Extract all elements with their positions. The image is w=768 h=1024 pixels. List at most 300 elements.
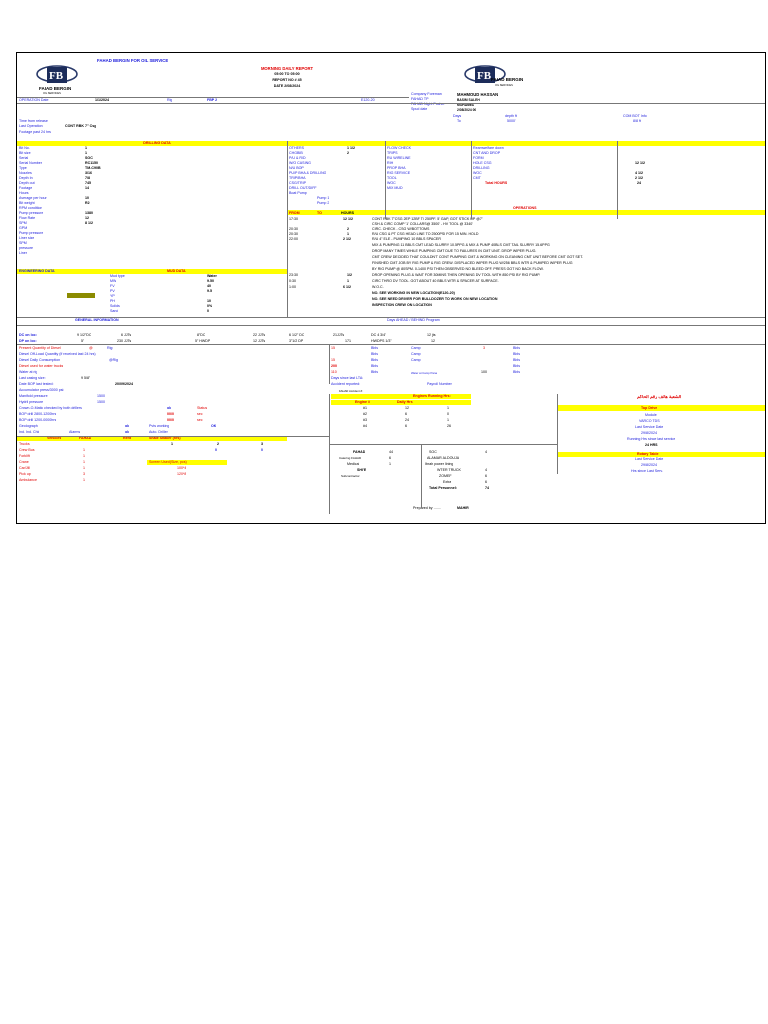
dp4: HWDPS 1/3" bbox=[371, 339, 392, 343]
bit-value: 12 bbox=[85, 216, 89, 220]
fahad-night-label: FAHAD Night Pusher bbox=[411, 102, 445, 106]
right-row-label: PROP BHA bbox=[387, 166, 406, 170]
mid-row-label: DRILL OUT/DIFF bbox=[289, 186, 317, 190]
operations-header: OPERATIONS bbox=[513, 206, 537, 210]
dp-label: DP on loc: bbox=[19, 339, 37, 343]
screen-size: 120*8 bbox=[177, 472, 187, 476]
mud-row-label: Sand bbox=[110, 309, 119, 313]
tank-where: Camp bbox=[411, 358, 421, 362]
fahad-tp-label: FAHAD TP bbox=[411, 97, 429, 101]
depth-value: 5000' bbox=[507, 119, 516, 123]
last-service-date: 29/8/2024 bbox=[641, 431, 657, 435]
accumulator-label: Accumulator press/3000 psi: bbox=[19, 388, 65, 392]
vehicle-fahad: 1 bbox=[83, 448, 85, 452]
ind-label: Ind. Ind. Chk bbox=[19, 430, 40, 434]
vehicle-name: Forklift bbox=[19, 454, 30, 458]
pvt-value: OK bbox=[211, 424, 217, 428]
last-service-label: Last Service Date bbox=[635, 425, 664, 429]
far-row-label: HOLE CSG bbox=[473, 161, 492, 165]
arabic-note: الشعبة هاتف رقم الحاكم bbox=[637, 395, 682, 399]
op-from: 23:30 bbox=[289, 273, 298, 277]
far-row-label: DRILLING bbox=[473, 166, 490, 170]
personnel-key: SHI'E bbox=[357, 468, 367, 472]
fahad-night: MOHAMED bbox=[457, 103, 475, 107]
pvt-label: Pvts working bbox=[149, 424, 170, 428]
op-from: 1:00 bbox=[289, 285, 296, 289]
tank-unit: Bbls bbox=[371, 346, 378, 350]
engine-daily-label: Daily Hrs bbox=[397, 400, 413, 404]
operations-band bbox=[287, 210, 765, 215]
diesel-present-rig: Rig: bbox=[107, 346, 114, 350]
op-hours: 1 bbox=[347, 279, 349, 283]
logo-subtitle-right: FAIAD BERGIN bbox=[491, 78, 524, 82]
bop-drill1-label: BOP drill 2800-1200hrs bbox=[19, 412, 57, 416]
bit-row-label: Serial Number bbox=[19, 161, 42, 165]
total-personnel-label: Total Personnel: bbox=[429, 486, 457, 490]
vehicles-header-fahad: FAHAD bbox=[79, 436, 92, 440]
diesel-water-label: Diesel used for water trucks bbox=[19, 364, 64, 368]
vehicle-name: Pick up bbox=[19, 472, 31, 476]
vehicles-header-shaker: Shale Shaker (hrs) bbox=[149, 436, 181, 440]
bit-row-label: SPM bbox=[19, 241, 27, 245]
company-logo-left bbox=[35, 62, 95, 90]
left-row-label: Footage past 24 hrs bbox=[19, 130, 51, 134]
mud-value: Water bbox=[207, 274, 217, 278]
company-name: FAHAD BERGIN FOR OIL SERVICE bbox=[97, 59, 169, 63]
days-ahead: Days AHEAD / BEHIND Program bbox=[387, 318, 440, 322]
mid-row-label: W/O CASING bbox=[289, 161, 311, 165]
vehicle-fahad: 3 bbox=[83, 472, 85, 476]
right-row-label: RIG SERVICE bbox=[387, 171, 411, 175]
op-text: MIX & PUMPING 11 BBLS CMT LEAD SLURRY 10.5PPG & MIX & PUMP 40BLS CMT TAIL SLURRY 15.6PPG bbox=[372, 243, 550, 247]
vehicle-name: Trucks bbox=[19, 442, 30, 446]
engine-daily: 6 bbox=[405, 412, 407, 416]
running-hrs-value: 24 HRS bbox=[645, 443, 658, 447]
bit-row-label: Flow Rate bbox=[19, 216, 36, 220]
dp1-count: 230 JJTs bbox=[117, 339, 132, 343]
bop-drill1-value: 00/0 bbox=[167, 412, 174, 416]
personnel-key2: Extra bbox=[443, 480, 452, 484]
op-text: DROP MANY TIMES WHILE PUMPING CMT DUE TO FAILURES IN CMT UNIT. DROP WIPER PLUG. bbox=[372, 249, 537, 253]
bit-value: 1 bbox=[85, 151, 87, 155]
personnel-value: 1 bbox=[389, 462, 391, 466]
personnel-value: 6 bbox=[389, 456, 391, 460]
mid-row-label: Pump 1 bbox=[317, 196, 330, 200]
dc2: 8"DC bbox=[197, 333, 206, 337]
personnel-key2: ZOMEF bbox=[439, 474, 452, 478]
tank-where: Water at Camp Pana bbox=[411, 371, 438, 375]
tank-unit2: Bbls bbox=[513, 346, 520, 350]
bit-row-label: Liner size bbox=[19, 236, 35, 240]
crown-status: Status bbox=[197, 406, 208, 410]
hydril-value: 1500 bbox=[97, 400, 105, 404]
mid-row-label: CHGBIB bbox=[289, 151, 303, 155]
com-bot-label: COM BOT Info bbox=[623, 114, 647, 118]
tank-amount: 15 bbox=[331, 346, 335, 350]
bit-value: 3/16 bbox=[85, 171, 92, 175]
module-label: Module bbox=[645, 413, 657, 417]
drilling-header: DRILLING DATA bbox=[143, 141, 171, 145]
op-text: CONT RBK 7"CSG 2EP 12BF T/ 250PF. 5' GAP, GOT STICK UP @7' bbox=[372, 217, 483, 221]
bit-value: R2 bbox=[85, 201, 90, 205]
bit-row-label: Depth In bbox=[19, 176, 33, 180]
bit-row-label: Average per hour bbox=[19, 196, 47, 200]
header-band-right bbox=[287, 141, 765, 146]
bop-drill1-sec: sec bbox=[197, 412, 203, 416]
tank-unit: Bbls bbox=[371, 370, 378, 374]
bit-value: 745 bbox=[85, 181, 91, 185]
dp2-count: 12 JJTs bbox=[253, 339, 266, 343]
far-value: 2 1/2 bbox=[635, 176, 643, 180]
rotary-last-label: Last Service Date bbox=[635, 457, 664, 461]
tank-where: Camp bbox=[411, 352, 421, 356]
personnel-value2: 4 bbox=[485, 450, 487, 454]
mid-row-label: TRIP/BHA bbox=[289, 176, 306, 180]
personnel-value2: 6 bbox=[485, 480, 487, 484]
total-hours-label: Total HOURS bbox=[485, 181, 508, 185]
mud-row-label: Mud type bbox=[110, 274, 125, 278]
op-text: R/U 4" ELE - PUMPING 10 BBLS SPACER bbox=[372, 237, 441, 241]
tank-unit: Bbls bbox=[371, 364, 378, 368]
engine-no: #1 bbox=[363, 406, 367, 410]
dp1: 5" bbox=[81, 339, 85, 343]
engine-total: 1 bbox=[447, 406, 449, 410]
company-logo-right bbox=[463, 62, 523, 90]
dc3: 6 1/2" DC bbox=[289, 333, 305, 337]
personnel-key: FAHAD bbox=[353, 450, 366, 454]
general-header: GENERAL INFORMATION bbox=[75, 318, 119, 322]
op-text: NO. SEE NEED DRIVER FOR BULLDOZER TO WORK ON NEW LOCATION bbox=[372, 297, 498, 301]
right-row-label: TRIPS bbox=[387, 151, 398, 155]
report-date: DATE 2/08/2024 bbox=[273, 84, 301, 88]
shaker-2: 2 bbox=[217, 442, 219, 446]
dc4-count: 12 jts bbox=[427, 333, 436, 337]
dp3-count: 171 bbox=[345, 339, 351, 343]
dc4: DC 4 3/4" bbox=[371, 333, 387, 337]
report-title: MORNING DAILY REPORT bbox=[260, 67, 314, 71]
bit-row-label: Liner bbox=[19, 251, 27, 255]
mud-value: 0% bbox=[207, 304, 213, 308]
logo-subtitle-left: FAIAD BERGIN bbox=[39, 87, 72, 91]
bit-row-label: Bit No. bbox=[19, 146, 30, 150]
op-text: BY RIG PUMP @ 80SPM. 0-1400 PSI THEN OBSERVED NO BLEED OFF. PRESS GOT NO BACK FLOW. bbox=[372, 267, 544, 271]
screen-label: Screen Used(Size, pcs) bbox=[149, 460, 187, 464]
report-time: 05:00 TO 05:00 bbox=[274, 72, 300, 76]
bit-row-label: Type bbox=[19, 166, 27, 170]
bit-value: TM-C90B bbox=[85, 166, 101, 170]
manifold-value: 1500 bbox=[97, 394, 105, 398]
op-from: 17:30 bbox=[289, 217, 298, 221]
mud-row-label: FV bbox=[110, 284, 115, 288]
op-text: NO. SEE WORKING IN NEW LOCATION(E120-20) bbox=[372, 291, 455, 295]
personnel-value2: 6 bbox=[485, 474, 487, 478]
mud-row-label: PH bbox=[110, 299, 115, 303]
engine-total: 1 bbox=[447, 418, 449, 422]
tank-amount: 200 bbox=[331, 364, 337, 368]
fb-logo-icon bbox=[463, 62, 523, 90]
rig-label: Rig bbox=[167, 98, 173, 102]
fahad-tp: BASIM SALEH bbox=[457, 98, 480, 102]
bit-row-label: Depth out bbox=[19, 181, 35, 185]
slip-label: Last casing size: bbox=[19, 376, 46, 380]
mud-row-label: Solids bbox=[110, 304, 120, 308]
fb-logo-icon bbox=[35, 62, 95, 90]
mid-value: 2 bbox=[347, 151, 349, 155]
slip-value: 9 5/8" bbox=[81, 376, 91, 380]
vehicle-fahad: 1 bbox=[83, 460, 85, 464]
bit-value: 1 bbox=[85, 146, 87, 150]
op-from: 22:00 bbox=[289, 237, 298, 241]
highlight-cell bbox=[67, 293, 95, 298]
personnel-key2: ALAMAR ALDOUJA bbox=[427, 456, 460, 460]
rig-value: FBP 2 bbox=[207, 98, 218, 102]
spud-date: 2/08/2024 00 bbox=[457, 108, 477, 112]
tank-amount: 110 bbox=[331, 370, 337, 374]
far-row-label: CMT bbox=[473, 176, 481, 180]
bop-drill2-label: BOP drill 1200-0000hrs bbox=[19, 418, 57, 422]
bit-row-label: RPM condition bbox=[19, 206, 43, 210]
mid-row-label: N/U BOP bbox=[289, 166, 304, 170]
geolograph-label: Geolograph bbox=[19, 424, 38, 428]
rotary-header: Rotary Table bbox=[637, 452, 659, 456]
company-foreman: MAHMOUD HASSAN bbox=[457, 93, 499, 97]
water-rig-label: Water at rig bbox=[19, 370, 38, 374]
tank-value: 3 bbox=[483, 346, 485, 350]
mid-row-label: Boat Pump bbox=[289, 191, 307, 195]
payroll-label: Payroll Number bbox=[427, 382, 452, 386]
personnel-key: Medical bbox=[347, 462, 360, 466]
dc-label: DC on loc: bbox=[19, 333, 37, 337]
manifold-label: Manifold pressure bbox=[19, 394, 48, 398]
op-hours: 6 1/2 bbox=[343, 285, 351, 289]
op-text: CMT CREW DECIDED THAT COULDN'T CONT PUMPING CMT & WORKING ON CLEANING CMT UNIT BEFORE CMT GOT SET. bbox=[372, 255, 584, 259]
far-value: 4 1/2 bbox=[635, 171, 643, 175]
op-text: DROP OPENING PLUG & WAIT FOR 30MINS THEN OPENING DV TOOL WITH 850 PSI BY RIG PUMP. bbox=[372, 273, 541, 277]
right-row-label: MIX MUD bbox=[387, 186, 403, 190]
mid-value: 1 1/2 bbox=[347, 146, 355, 150]
bop-tested-value: 20/09/2024 bbox=[115, 382, 133, 386]
shaker-1: 1 bbox=[171, 442, 173, 446]
spud-label: Spud date bbox=[411, 107, 428, 111]
bit-row-label: Footage bbox=[19, 186, 33, 190]
last-operation: CONT RBK 7" Csg bbox=[65, 124, 97, 128]
geolograph-value: ok bbox=[125, 424, 130, 428]
hours-label: HOURS bbox=[341, 211, 354, 215]
mud-row-label: PV bbox=[110, 289, 115, 293]
bop-drill2-sec: sec bbox=[197, 418, 203, 422]
op-hours: 1 bbox=[347, 232, 349, 236]
com-bot-value: 8/8 ft bbox=[633, 119, 641, 123]
lta-label: Days since last LTA: bbox=[331, 376, 364, 380]
personnel-key: Subcontractor bbox=[341, 474, 360, 478]
engine-no: #4 bbox=[363, 424, 367, 428]
mid-row-label: P/U & R/D bbox=[289, 156, 306, 160]
left-row-label: Time from release bbox=[19, 119, 48, 123]
far-row-label: FORM bbox=[473, 156, 484, 160]
shaker-3: 3 bbox=[261, 442, 263, 446]
mud-value: 0 bbox=[207, 309, 209, 313]
total-hours-value: 24 bbox=[637, 181, 641, 185]
vehicle-name: Crane bbox=[19, 460, 29, 464]
mud-value: 9.5 bbox=[207, 289, 212, 293]
rotary-hrs-label: Hrs since Last Serv. bbox=[631, 469, 663, 473]
operation-date: 1/1/2024 bbox=[95, 98, 109, 102]
vehicle-name: Crew Bus bbox=[19, 448, 35, 452]
bit-value: 14 bbox=[85, 186, 89, 190]
engines-header: Engines Running Hrs: bbox=[413, 394, 451, 398]
vehicle-name: Car/Jill bbox=[19, 466, 30, 470]
tank-where: Camp bbox=[411, 346, 421, 350]
shaker-2: 0 bbox=[261, 448, 263, 452]
bit-value: SOC bbox=[85, 156, 93, 160]
dc1: 9 1/2"DC bbox=[77, 333, 92, 337]
engine-number-label: Engine # bbox=[355, 400, 370, 404]
mud-header: MUD DATA bbox=[167, 269, 186, 273]
op-text: CSH & CIRC COMP '1' COLLARS@ 3500' - HV TOOL @ 3340' bbox=[372, 222, 473, 226]
bit-row-label: Bit weight bbox=[19, 201, 35, 205]
report-number: REPORT NO # 45 bbox=[272, 78, 302, 82]
op-text: INSPECTION CREW ON LOCATION bbox=[372, 303, 432, 307]
op-hours: 2 bbox=[347, 227, 349, 231]
vehicle-fahad: 1 bbox=[83, 454, 85, 458]
op-text: R/U CSG & PT CSG HEAD LINE TO 2500PSI FOR 15 MIN. HOLD bbox=[372, 232, 479, 236]
auto-driller-label: Auto. Driller bbox=[149, 430, 168, 434]
alarms-label: Alarms bbox=[69, 430, 81, 434]
bit-value: RC1150 bbox=[85, 161, 98, 165]
company-foreman-label: Company Foreman bbox=[411, 92, 442, 96]
days-to: To bbox=[457, 119, 461, 123]
dc3-count: 21JJTs bbox=[333, 333, 345, 337]
mid-row-label: PU/P BHA & DRILLING bbox=[289, 171, 327, 175]
op-hours: 1/2 bbox=[347, 273, 352, 277]
vehicles-header-name: Vehicles bbox=[47, 436, 62, 440]
op-text: FINISHED CMT JOB BY RIG PUMP & RIG CREW. DISPLACED WIPER PLUG W/256 BBLS WTR & PUMPED WIPER PLUG bbox=[372, 261, 573, 265]
bit-row-label: Hours bbox=[19, 191, 29, 195]
engine-daily: 24 bbox=[405, 418, 409, 422]
shaker-1: 0 bbox=[215, 448, 217, 452]
svg-text:FB: FB bbox=[477, 70, 492, 82]
personnel-key2: Ibrah power lining bbox=[425, 462, 454, 466]
mud-value: 40 bbox=[207, 284, 211, 288]
right-row-label: TOOL bbox=[387, 176, 397, 180]
engineering-header: ENGINEERING DATA bbox=[19, 269, 55, 273]
bit-value: 10 bbox=[85, 196, 89, 200]
prepared-label: Prepared by ....... bbox=[413, 506, 441, 510]
right-row-label: RIH bbox=[387, 161, 394, 165]
dp2: 5" HWDP bbox=[195, 339, 211, 343]
vehicle-name: Ambulance bbox=[19, 478, 37, 482]
mid-row-label: Pump 2 bbox=[317, 201, 330, 205]
diesel-present-at: @ bbox=[89, 346, 93, 350]
svg-text:FB: FB bbox=[49, 70, 64, 82]
tank-unit2: Bbls bbox=[513, 358, 520, 362]
tank-unit2: Bbls bbox=[513, 370, 520, 374]
op-from: 20:30 bbox=[289, 227, 298, 231]
tank-unit: Bbls bbox=[371, 352, 378, 356]
tank-unit2: Bbls bbox=[513, 364, 520, 368]
bit-row-label: Pump pressure bbox=[19, 211, 44, 215]
vehicles-header-rent: Rent bbox=[123, 436, 131, 440]
well-name: E120-20 bbox=[361, 98, 375, 102]
personnel-key2: SOC bbox=[429, 450, 437, 454]
bit-value: 7/8 bbox=[85, 176, 90, 180]
engine-total: 26 bbox=[447, 424, 451, 428]
bit-row-label: SPM bbox=[19, 221, 27, 225]
operation-date-label: OPERATION Date bbox=[19, 98, 49, 102]
dc2-count: 22 JJTs bbox=[253, 333, 266, 337]
mud-value: 9.50 bbox=[207, 279, 214, 283]
bop-drill2-value: 00/0 bbox=[167, 418, 174, 422]
engineering-band bbox=[17, 269, 287, 274]
screen-size: 100*4 bbox=[177, 466, 187, 470]
diesel-offload-label: Diesel Off-Load Quantity (if received last 24 hrs) bbox=[19, 352, 96, 356]
bit-row-label: pressure bbox=[19, 246, 33, 250]
top-drive-band bbox=[557, 405, 765, 411]
personnel-key: Catering FAHAD bbox=[339, 456, 362, 460]
top-drive-header: Top Drive bbox=[641, 406, 658, 410]
engine-no: #2 bbox=[363, 412, 367, 416]
bop-tested-label: Date BOP last tested: bbox=[19, 382, 54, 386]
far-row-label: Reamwelfare down bbox=[473, 146, 504, 150]
running-hrs-label: Running Hrs since last service bbox=[627, 437, 676, 441]
alarms-value: ok bbox=[125, 430, 130, 434]
engine-no: #3 bbox=[363, 418, 367, 422]
far-row-label: WOC bbox=[473, 171, 482, 175]
vehicle-fahad: 1 bbox=[83, 466, 85, 470]
left-row-label: Last Operation bbox=[19, 124, 43, 128]
rotary-last-date: 29/8/2024 bbox=[641, 463, 657, 467]
to-label: TO bbox=[317, 211, 322, 215]
personnel-value2: 4 bbox=[485, 468, 487, 472]
hydril-label: Hydril pressure bbox=[19, 400, 44, 404]
accident-label: Accident reported: bbox=[331, 382, 361, 386]
far-value: 12 1/2 bbox=[635, 161, 645, 165]
tank-unit2: Bbls bbox=[513, 352, 520, 356]
op-from: 0:30 bbox=[289, 279, 296, 283]
engine-total: 0 bbox=[447, 412, 449, 416]
mud-row-label: YP bbox=[110, 294, 115, 298]
vehicle-fahad: 1 bbox=[83, 478, 85, 482]
diesel-present-label: Present Quantity of Diesel bbox=[19, 346, 61, 350]
bit-row-label: Nozzles bbox=[19, 171, 32, 175]
report-sheet bbox=[16, 52, 766, 524]
op-text: CIRC. CHECK - CSG W/BOTTOMS bbox=[372, 227, 430, 231]
right-row-label: FLOW CHECK bbox=[387, 146, 411, 150]
bit-value: 1380 bbox=[85, 211, 93, 215]
diesel-daily-at: @Rig bbox=[109, 358, 119, 362]
right-row-label: WOC bbox=[387, 181, 396, 185]
mid-row-label: OTHERS bbox=[289, 146, 304, 150]
mud-value: 10 bbox=[207, 299, 211, 303]
op-text: CIRC THRO DV TOOL. GOT ABOUT 40 BBLS WTR & SPACER AT SURFACE. bbox=[372, 279, 499, 283]
dp4-count: 12 bbox=[431, 339, 435, 343]
op-hours: 2 1/2 bbox=[343, 237, 351, 241]
tank-value: 100 bbox=[481, 370, 487, 374]
op-from: 20:30 bbox=[289, 232, 298, 236]
bit-row-label: Pump pressure bbox=[19, 231, 44, 235]
tank-amount: 15 bbox=[331, 358, 335, 362]
bit-row-label: GPM bbox=[19, 226, 28, 230]
mud-row-label: MW bbox=[110, 279, 117, 283]
mid-row-label: CSG/TRIP bbox=[289, 181, 306, 185]
far-row-label: CNT AND DROP bbox=[473, 151, 501, 155]
dc1-count: 6 JJTs bbox=[121, 333, 132, 337]
tank-unit: Bbls bbox=[371, 358, 378, 362]
crown-value: ok bbox=[167, 406, 172, 410]
bit-row-label: Bit size bbox=[19, 151, 31, 155]
dp3: 3"1/2 DP bbox=[289, 339, 304, 343]
from-label: FROM bbox=[289, 211, 300, 215]
